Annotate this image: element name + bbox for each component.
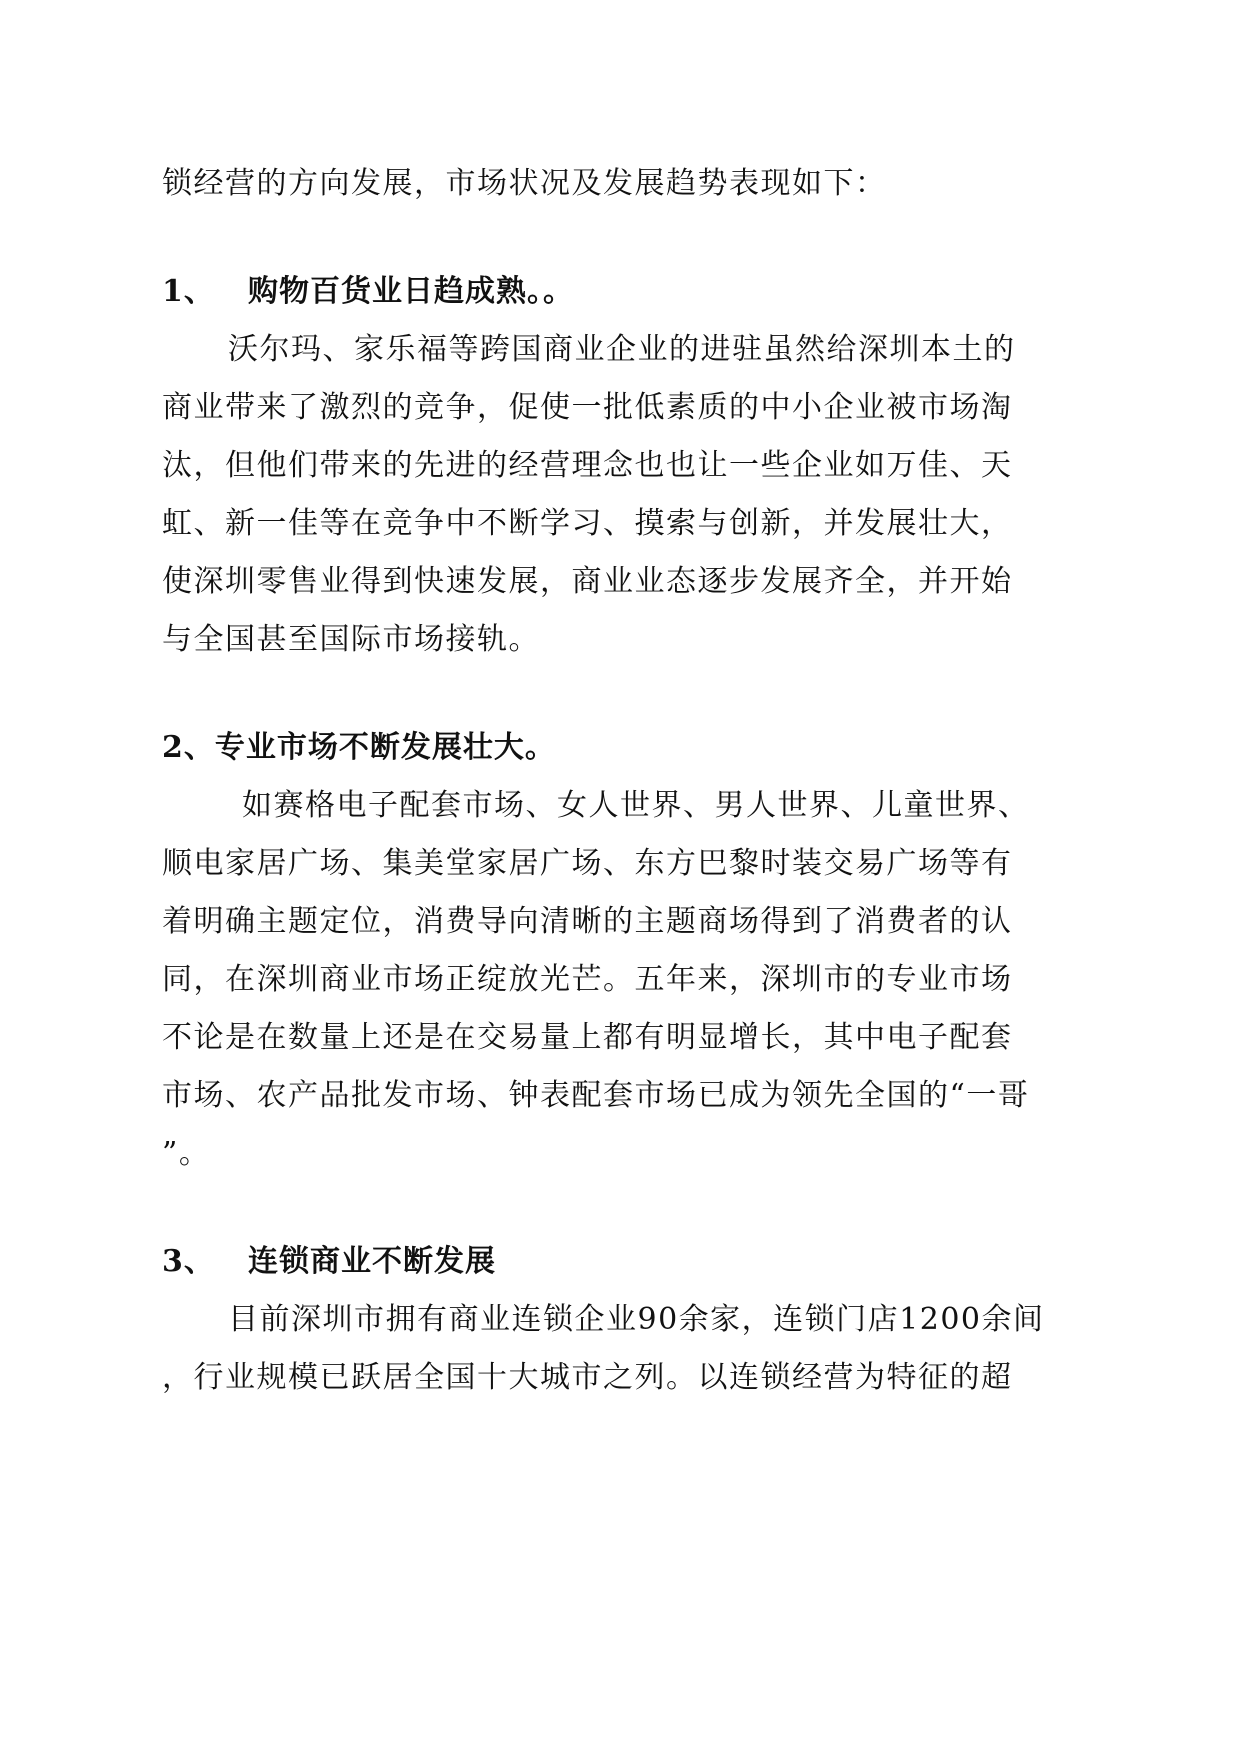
section-3-title: 连锁商业不断发展	[248, 1244, 496, 1279]
section-2-line: 着明确主题定位，消费导向清晰的主题商场得到了消费者的认	[162, 904, 1013, 939]
section-2-heading	[162, 728, 1082, 768]
section-2-line: 不论是在数量上还是在交易量上都有明显增长，其中电子配套	[162, 1020, 1013, 1055]
section-3-line: ，行业规模已跃居全国十大城市之列。以连锁经营为特征的超	[162, 1360, 1013, 1395]
section-1-line: 虹、新一佳等在竞争中不断学习、摸索与创新，并发展壮大，	[162, 506, 1013, 541]
section-3-heading	[162, 1242, 1082, 1282]
section-3-number: 3、	[162, 1244, 215, 1279]
section-1-title: 购物百货业日趋成熟。。	[248, 274, 574, 309]
section-1-line: 汰，但他们带来的先进的经营理念也也让一些企业如万佳、天	[162, 448, 1013, 483]
section-1-line: 与全国甚至国际市场接轨。	[162, 622, 540, 657]
section-1-line: 沃尔玛、家乐福等跨国商业企业的进驻虽然给深圳本土的	[228, 332, 1016, 367]
section-1-number: 1、	[162, 274, 215, 309]
section-2-line: 如赛格电子配套市场、女人世界、男人世界、儿童世界、	[242, 788, 1030, 823]
section-2-line: 市场、农产品批发市场、钟表配套市场已成为领先全国的“一哥	[162, 1078, 1030, 1113]
section-1-heading	[162, 272, 1082, 312]
section-3-line: 目前深圳市拥有商业连锁企业90余家，连锁门店1200余间	[228, 1302, 1045, 1337]
intro-line: 锁经营的方向发展，市场状况及发展趋势表现如下：	[162, 166, 887, 201]
section-2-line: 同，在深圳商业市场正绽放光芒。五年来，深圳市的专业市场	[162, 962, 1013, 997]
section-2-line: 顺电家居广场、集美堂家居广场、东方巴黎时装交易广场等有	[162, 846, 1013, 881]
section-2-number: 2、	[162, 730, 215, 765]
section-1-line: 商业带来了激烈的竞争，促使一批低素质的中小企业被市场淘	[162, 390, 1013, 425]
section-2-line: ”。	[162, 1136, 211, 1171]
section-2-title: 专业市场不断发展壮大。	[214, 730, 556, 765]
section-1-line: 使深圳零售业得到快速发展，商业业态逐步发展齐全，并开始	[162, 564, 1013, 599]
